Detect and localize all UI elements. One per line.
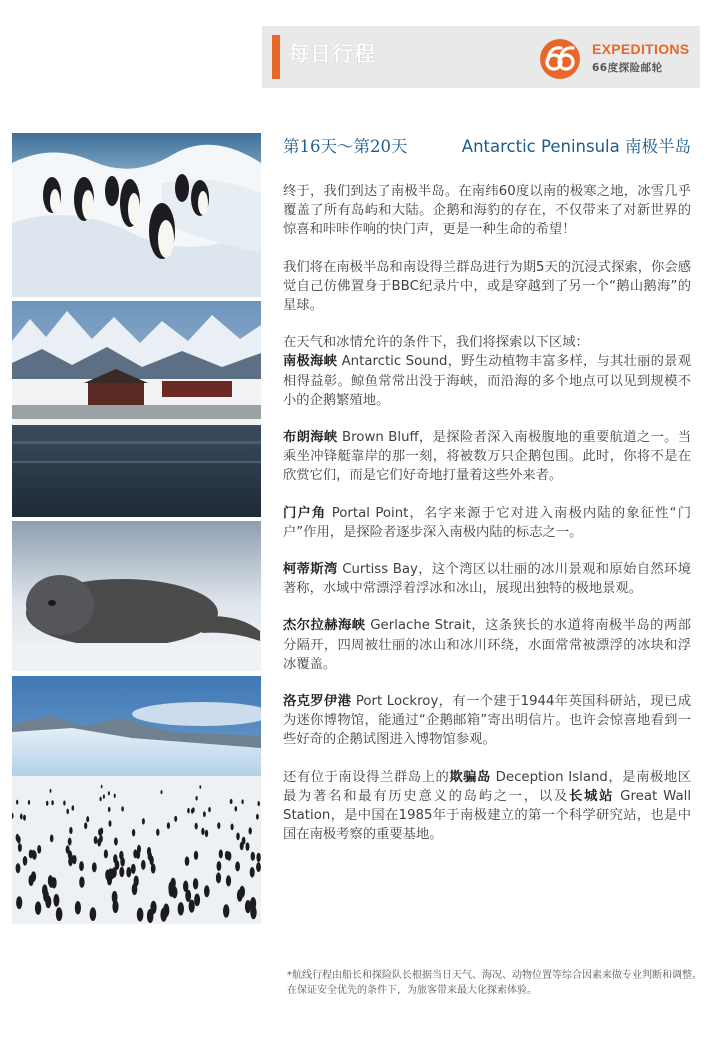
penguin-dot <box>86 816 89 822</box>
closing-text: Great Wall Station，是中国在1985年于南极建立的第一个科学研究站，也是中国在南极考察的重要基地。 <box>283 788 692 843</box>
penguin-colony-glacier-photo <box>12 676 261 924</box>
penguin-dot <box>112 891 118 904</box>
itinerary-content <box>283 136 691 862</box>
penguin-dot <box>37 845 41 854</box>
penguin-dot <box>23 856 28 866</box>
site-name: 南极海峡 <box>283 354 338 370</box>
penguins-on-ice-photo <box>12 133 261 297</box>
footnote: *航线行程由船长和探险队长根据当日天气、海况、动物位置等综合因素来做专业判断和调整。在保证安全优先的条件下，为旅客带来最大化探索体验。 <box>287 970 702 996</box>
penguin-dot <box>223 904 229 918</box>
logo-mark-icon <box>539 38 581 80</box>
penguin-dot <box>137 908 144 922</box>
page-title: 每日行程 <box>288 42 376 66</box>
penguin-dot <box>126 867 131 878</box>
site-description: Gerlache Strait，这条狭长的水道将南极半岛的两部分隔开，四周被壮丽的冰山和冰川环绕，水面常常被漂浮的冰块和浮冰覆盖。 <box>283 618 691 672</box>
penguin-dot <box>105 870 110 881</box>
penguin-dot <box>250 867 255 878</box>
penguin-dot <box>46 801 48 806</box>
penguin-dot <box>104 849 108 858</box>
penguin-dot <box>56 907 63 921</box>
penguin-dot <box>201 828 204 835</box>
penguin-dot <box>131 864 136 874</box>
penguin-dot <box>189 900 195 913</box>
site-paragraph <box>283 692 691 750</box>
penguin-dot <box>20 814 23 820</box>
penguin-dot <box>236 833 240 841</box>
penguin-dot <box>98 829 101 836</box>
penguin-dot <box>75 901 81 914</box>
closing-text: Deception Island，是南极地区最为著名和最有历史意义的岛屿之一，以及 <box>283 769 692 804</box>
penguin-dot <box>167 822 170 829</box>
penguin-dot <box>109 820 112 827</box>
penguin-dot <box>108 807 111 812</box>
penguin-dot <box>239 886 245 898</box>
penguin-dot <box>148 852 152 861</box>
penguin-dot <box>28 800 30 805</box>
penguin-dot <box>51 877 56 888</box>
site-description: Port Lockroy，有一个建于1944年英国科研站，现已成为迷你博物馆，能通过“企鹅邮箱”寄出明信片。也许会惊喜地看到一些好奇的企鹅试图进入博物馆参观。 <box>283 694 691 748</box>
penguin-dot <box>256 862 261 872</box>
site-name: 柯蒂斯湾 <box>283 562 338 578</box>
penguin-dot <box>103 794 105 798</box>
research-station-photo <box>12 301 261 517</box>
penguin-dot <box>204 885 210 897</box>
penguin-dot <box>108 791 110 795</box>
penguin-dot <box>208 807 211 812</box>
brand-subtitle: 66度探险邮轮 <box>592 62 663 74</box>
penguin-dot <box>225 851 229 860</box>
penguin-dot <box>63 801 65 806</box>
site-description: Portal Point，名字来源于它对进入南极内陆的象征性“门户”作用，是探险者逐步深入南极内陆的标志之一。 <box>283 505 691 540</box>
penguin-dot <box>16 863 21 873</box>
penguin-dot <box>142 818 145 824</box>
penguin-dot <box>193 878 198 889</box>
penguin-dot <box>114 794 116 798</box>
site-name: 杰尔拉赫海峡 <box>283 618 366 634</box>
penguin-dot <box>245 900 251 913</box>
penguin-dot <box>31 871 36 882</box>
penguin-dot <box>156 829 159 836</box>
penguin-dot <box>205 830 208 837</box>
brand-logo <box>539 36 699 80</box>
penguin-dot <box>256 853 260 862</box>
penguin-dot <box>99 835 103 843</box>
destination-name: Antarctic Peninsula 南极半岛 <box>461 137 691 156</box>
penguin-dot <box>141 860 146 870</box>
penguin-dot <box>242 799 244 804</box>
penguin-dot <box>240 842 244 850</box>
penguin-dot <box>199 785 201 789</box>
penguin-dot <box>119 867 124 877</box>
penguin-dot <box>178 902 184 915</box>
intro-paragraph: 终于，我们到达了南极半岛。在南纬60度以南的极寒之地，冰雪几乎覆盖了所有岛屿和大陆。企鹅和海豹的存在，不仅带来了对新世界的惊喜和咔咔作响的快门声，更是一种生命的希望！ <box>283 184 691 238</box>
penguin-dot <box>196 796 198 801</box>
penguin-dot <box>94 836 98 844</box>
penguin-dot <box>18 843 22 852</box>
day-heading <box>283 136 691 182</box>
penguin-dot <box>235 861 240 871</box>
brand-name: EXPEDITIONS <box>592 41 690 57</box>
penguin-dot <box>258 801 260 806</box>
penguin-dot <box>72 855 76 864</box>
penguin-dot <box>69 827 72 834</box>
penguin-dot <box>194 851 198 860</box>
penguin-dot <box>235 806 238 811</box>
penguin-dot <box>121 806 124 811</box>
penguin-dot <box>168 882 174 894</box>
penguin-dot <box>194 894 200 907</box>
penguin-dot <box>195 823 198 830</box>
penguin-dot <box>191 808 194 814</box>
closing-text: 还有位于南设得兰群岛上的 <box>283 769 450 785</box>
plan-paragraph: 我们将在南极半岛和南设得兰群岛进行为期5天的沉浸式探索，你会感觉自己仿佛置身于BBC纪录片中，或是穿越到了另一个“鹅山鹅海”的星球。 <box>283 259 691 314</box>
explore-intro: 在天气和冰情允许的条件下，我们将探索以下区域： <box>283 335 589 351</box>
penguin-dot <box>23 815 26 821</box>
penguin-dot <box>84 822 87 829</box>
penguin-dot <box>79 877 84 888</box>
penguin-dot <box>217 822 220 829</box>
penguin-dot <box>185 890 191 902</box>
penguin-dot <box>251 852 255 861</box>
site-paragraph <box>283 504 691 542</box>
site-name: 长城站 <box>569 788 615 804</box>
penguin-dot <box>187 808 190 814</box>
penguin-dot <box>246 842 250 850</box>
penguin-dot <box>230 799 232 804</box>
site-paragraph <box>283 428 691 486</box>
penguin-dot <box>151 863 156 873</box>
penguin-dot <box>31 850 35 859</box>
seal-on-snow-photo <box>12 521 261 671</box>
penguin-dot <box>231 824 234 831</box>
closing-paragraph <box>283 768 691 845</box>
penguin-dot <box>68 838 72 846</box>
penguin-dot <box>185 856 190 866</box>
penguin-dot <box>137 845 141 854</box>
site-description: Brown Bluff，是探险者深入南极腹地的重要航道之一。当乘坐冲锋艇靠岸的那一刻，将被数万只企鹅包围。此时，你将不是在欣赏它们，而是它们好奇地打量着这些外来者。 <box>283 430 692 484</box>
penguin-dot <box>51 800 53 805</box>
site-paragraph <box>283 560 691 598</box>
day-range: 第16天～第20天 <box>283 137 408 156</box>
penguin-dot <box>72 805 75 810</box>
site-name: 洛克罗伊港 <box>283 694 352 710</box>
penguin-dot <box>150 901 156 914</box>
penguin-dot <box>160 908 167 922</box>
penguin-dot <box>66 809 69 815</box>
penguin-dot <box>226 875 231 886</box>
site-name: 布朗海峡 <box>283 430 338 446</box>
penguin-dot <box>132 829 135 836</box>
page-header <box>262 26 700 88</box>
site-name: 门户角 <box>283 505 327 521</box>
penguin-dot <box>132 883 138 895</box>
penguin-dot <box>50 835 54 843</box>
site-description: Antarctic Sound，野生动植物丰富多样，与其壮丽的景观相得益彰。鲸鱼常常出没于海峡，而沿海的多个地点可以见到规模不小的企鹅繁殖地。 <box>283 354 692 408</box>
penguin-dot <box>249 827 252 834</box>
penguin-dot <box>256 814 259 820</box>
penguin-dot <box>90 907 97 921</box>
penguin-dot <box>133 849 137 858</box>
penguin-dot <box>120 857 125 867</box>
site-paragraph <box>283 616 691 674</box>
penguin-dot <box>50 789 52 793</box>
site-paragraph <box>283 333 691 410</box>
penguin-dot <box>114 838 118 846</box>
penguin-dot <box>101 785 103 789</box>
penguin-dot <box>217 861 222 871</box>
penguin-dot <box>43 890 49 902</box>
site-name: 欺骗岛 <box>449 769 491 785</box>
penguin-dot <box>16 896 22 909</box>
penguin-dot <box>161 790 163 794</box>
penguin-dot <box>174 816 177 822</box>
header-accent-bar <box>272 35 280 79</box>
penguin-dot <box>203 811 206 817</box>
penguin-dot <box>35 901 41 914</box>
penguin-dot <box>17 836 21 844</box>
penguin-dot <box>79 861 84 871</box>
penguin-dot <box>216 872 221 883</box>
penguin-dot <box>66 845 70 854</box>
site-description: Curtiss Bay，这个湾区以壮丽的冰川景观和原始自然环境著称，水域中常漂浮着浮冰和冰山，展现出独特的极地景观。 <box>283 562 691 597</box>
penguin-dot <box>219 849 223 858</box>
penguin-dot <box>53 894 59 907</box>
penguin-dot <box>16 800 18 805</box>
penguin-dot <box>100 797 102 802</box>
penguin-dot <box>115 860 120 870</box>
penguin-dot <box>92 862 97 872</box>
